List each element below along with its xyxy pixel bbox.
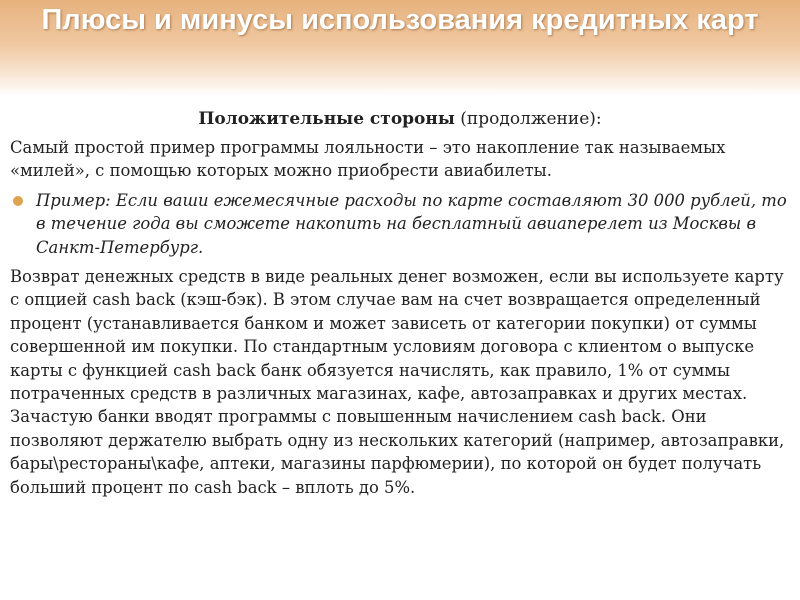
slide-title: Плюсы и минусы использования кредитных карт — [41, 4, 759, 36]
subtitle-bold: Положительные стороны — [198, 109, 455, 129]
section-subtitle — [0, 108, 800, 130]
bullet-dot-icon — [13, 196, 23, 206]
paragraph-miles: Самый простой пример программы лояльности – это накопление так называемых «милей», с помощью которых можно приобрести авиабилеты. — [10, 138, 726, 181]
paragraph-cashback: Возврат денежных средств в виде реальных денег возможен, если вы используете карту с опцией cash back (кэш-бэк). В этом случае вам на счет возвращается определенный процент (устанавливается банком и может зависеть от категории покупки) от суммы совершенной им покупки. По стандартным условиям договора с клиентом о выпуске карты с функцией cash back банк обязуется начислять, как правило, 1% от суммы потраченных средств в различных магазинах, кафе, автозаправках и других местах. Зачастую банки вводят программы с повышенным начислением cash back. Они позволяют держателю выбрать одну из нескольких категорий (например, автозаправки, бары\рестораны\кафе, аптеки, магазины парфюмерии), по которой он будет получать больший процент по cash back – вплоть до 5%. — [10, 267, 785, 497]
bullet-example-text: Пример: Если ваши ежемесячные расходы по карте составляют 30 000 рублей, то в течение года вы сможете накопить на бесплатный авиаперелет из Москвы в Санкт-Петербург. — [36, 190, 787, 257]
subtitle-rest: (продолжение): — [454, 109, 602, 129]
bullet-example — [10, 189, 792, 259]
slide-content — [10, 136, 792, 505]
